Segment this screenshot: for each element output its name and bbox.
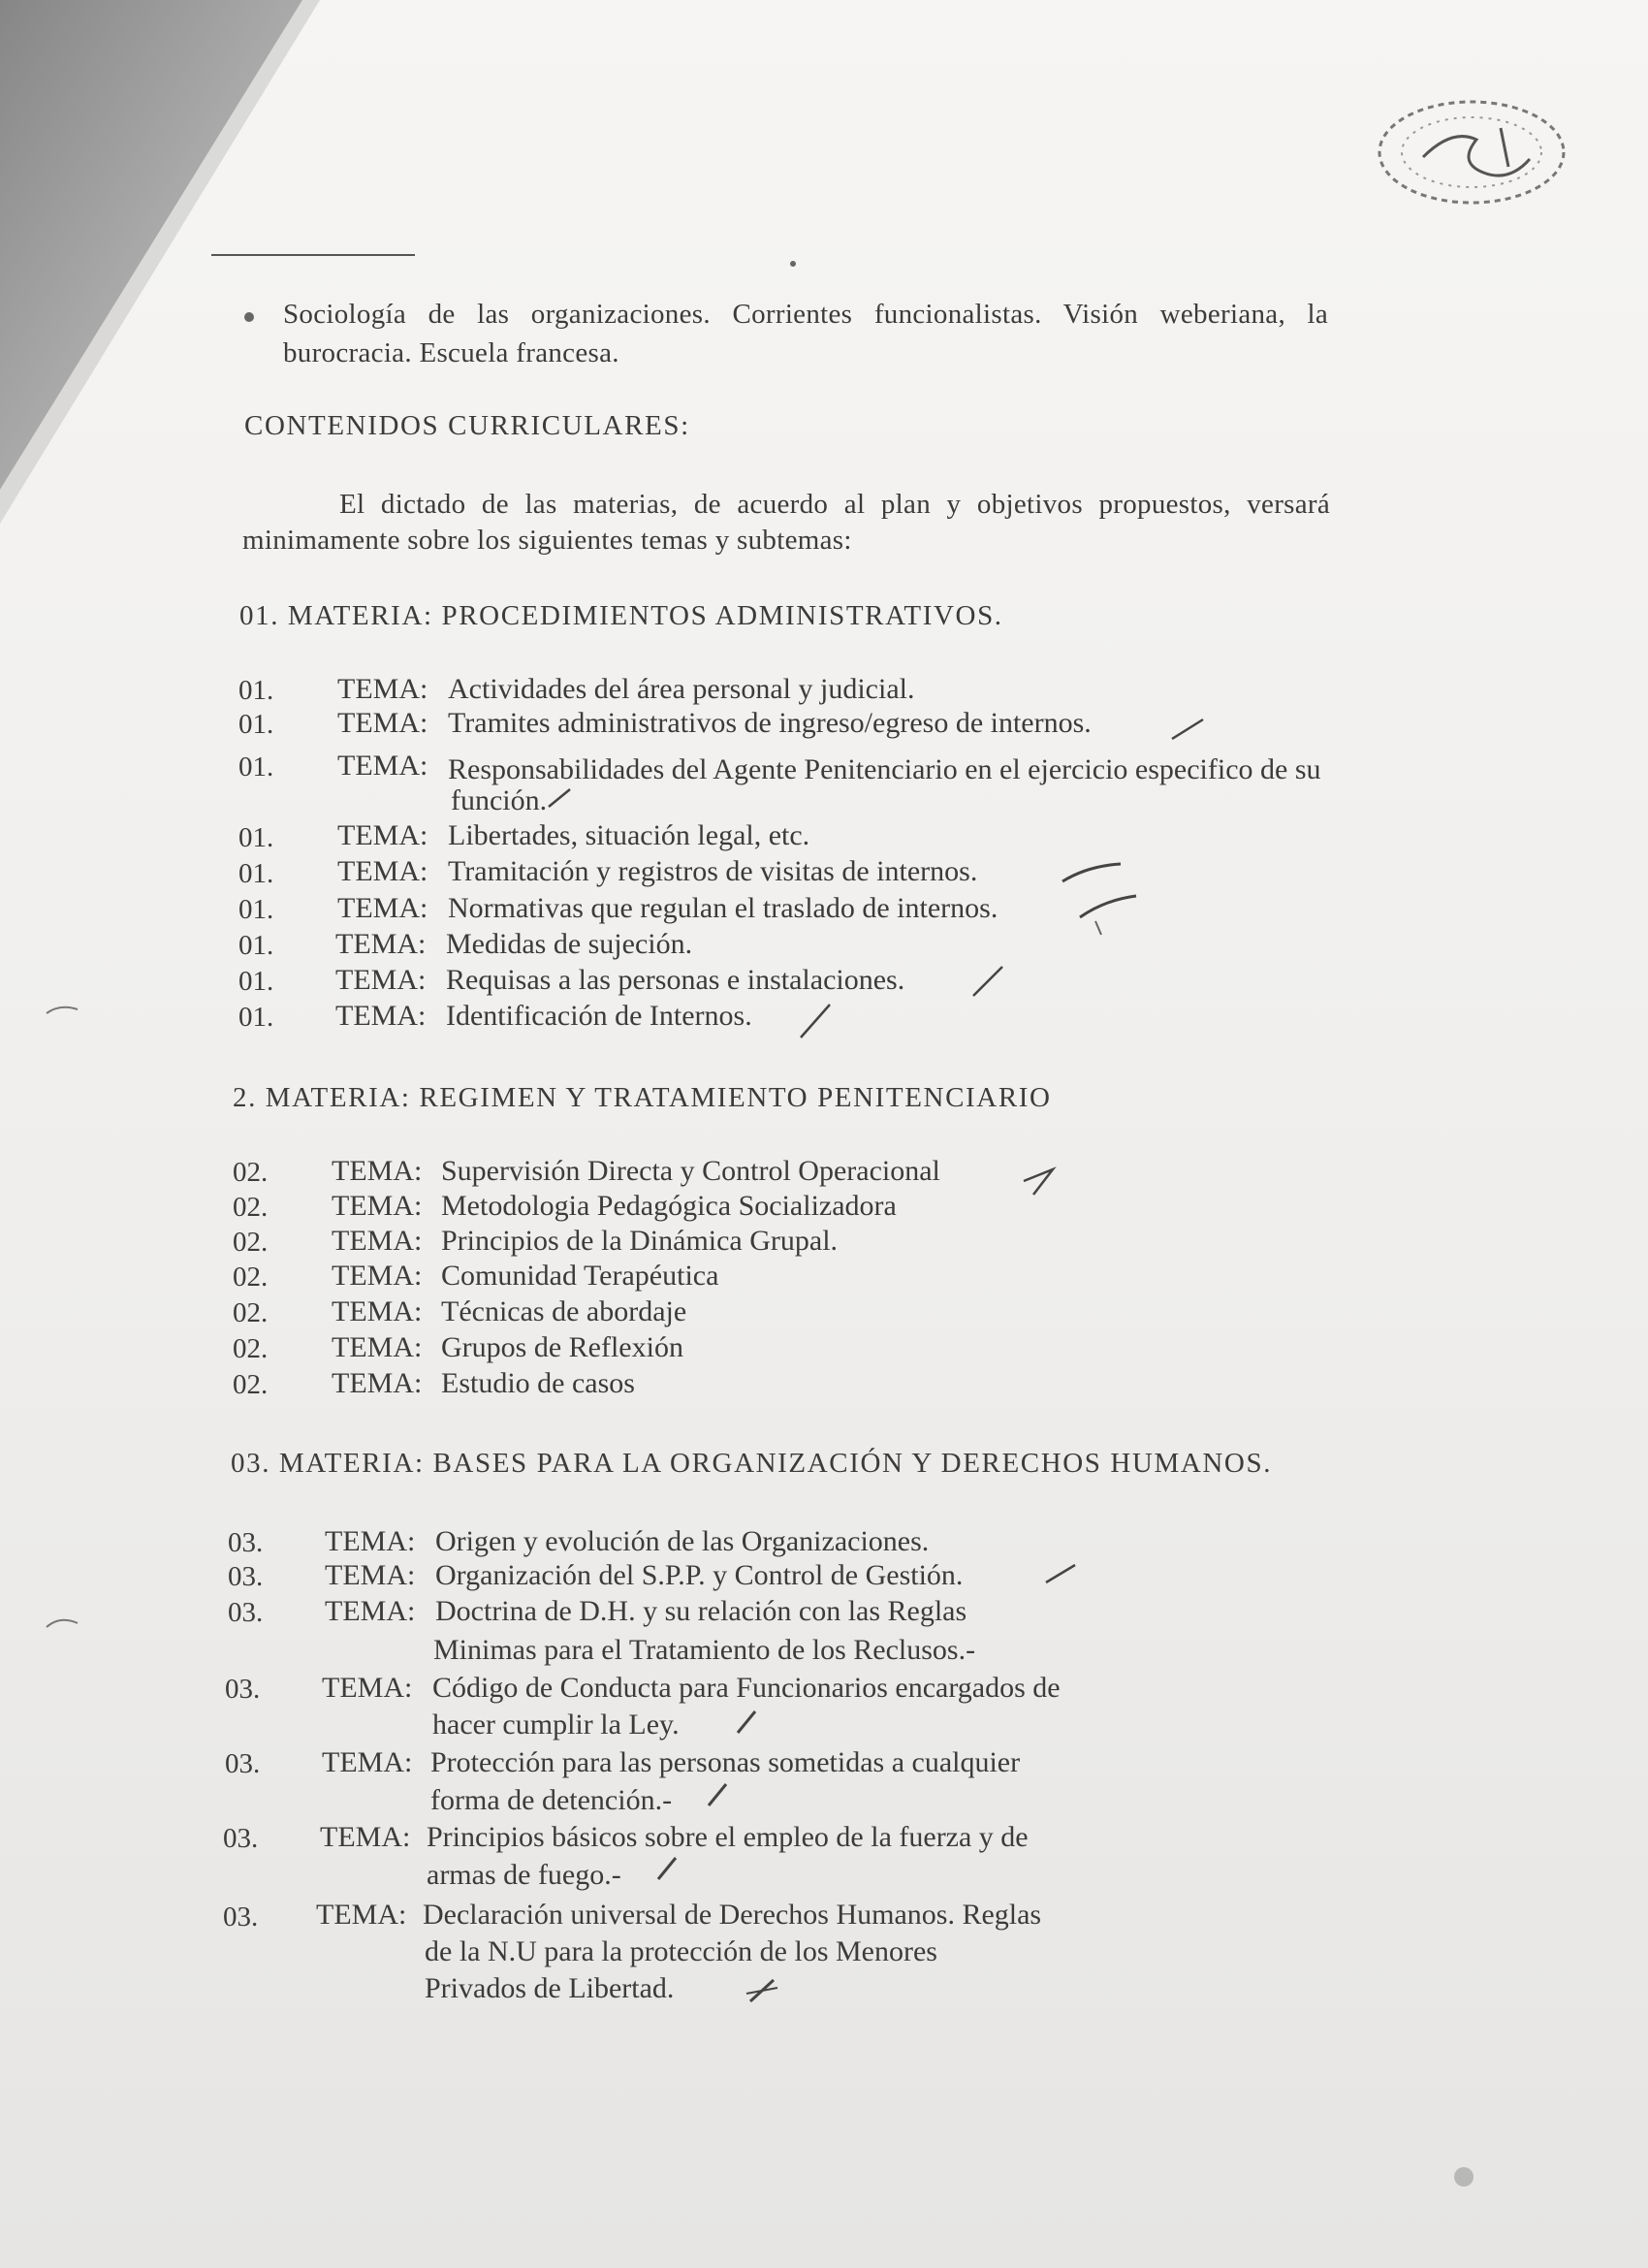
handwritten-check-mark-icon [1168,716,1207,745]
tema-text: Requisas a las personas e instalaciones. [446,964,905,996]
tema-label: TEMA: [337,707,428,739]
tema-number: 01. [238,675,274,706]
tema-text-continued: de la N.U para la protección de los Menores [425,1935,937,1967]
intro-paragraph-line-2: minimamente sobre los siguientes temas y subtemas: [242,525,852,556]
tema-label: TEMA: [332,1295,423,1327]
tema-text-continued: hacer cumplir la Ley. [432,1709,680,1741]
handwritten-check-mark-icon [745,1974,779,2007]
handwritten-check-mark-icon [1059,858,1126,887]
tema-text: Actividades del área personal y judicial. [448,673,915,705]
tema-label: TEMA: [332,1155,423,1187]
tema-number: 03. [223,1823,259,1854]
tema-number: 02. [233,1297,269,1328]
tema-label: TEMA: [325,1559,416,1591]
handwritten-check-mark-icon [797,1001,836,1043]
tema-label: TEMA: [332,1225,423,1257]
handwritten-check-mark-icon [545,783,574,813]
tema-text: Metodologia Pedagógica Socializadora [441,1190,897,1222]
tema-label: TEMA: [337,673,428,705]
tema-number: 01. [238,930,274,961]
tema-number: 01. [238,751,274,783]
bullet-point-icon [244,312,254,322]
tema-label: TEMA: [332,1190,423,1222]
tema-number: 03. [225,1674,261,1705]
intro-paragraph-line-1: El dictado de las materias, de acuerdo al plan y objetivos propuestos, versará [339,489,1331,520]
tema-label: TEMA: [325,1595,416,1627]
tema-label: TEMA: [337,892,428,924]
tema-number: 03. [228,1527,264,1558]
tema-text: Doctrina de D.H. y su relación con las Reglas [435,1595,967,1627]
tema-number: 03. [228,1561,264,1592]
tema-label: TEMA: [325,1525,416,1557]
tema-label: TEMA: [335,1000,427,1032]
contenidos-heading: CONTENIDOS CURRICULARES: [244,410,690,441]
tema-text: Declaración universal de Derechos Humanos. Reglas [423,1899,1042,1931]
tema-text: Normativas que regulan el traslado de internos. [448,892,998,924]
tema-text: Identificación de Internos. [446,1000,752,1032]
handwritten-check-mark-icon [1042,1559,1081,1588]
tema-label: TEMA: [322,1746,413,1778]
top-rule-divider [211,254,415,256]
tema-text: Comunidad Terapéutica [441,1260,719,1292]
tema-text-continued: forma de detención.- [430,1784,673,1816]
tema-number: 01. [238,966,274,997]
materia-02-title: 2. MATERIA: REGIMEN Y TRATAMIENTO PENITENCIARIO [233,1082,1052,1113]
tema-text: Protección para las personas sometidas a cualquier [430,1746,1021,1778]
handwritten-check-mark-icon [732,1706,761,1739]
tema-text: Medidas de sujeción. [446,928,693,960]
tema-text: Origen y evolución de las Organizaciones. [435,1525,930,1557]
tema-number: 02. [233,1192,269,1223]
tema-number: 01. [238,709,274,740]
tema-label: TEMA: [322,1672,413,1704]
tema-label: TEMA: [320,1821,411,1853]
tema-label: TEMA: [316,1899,407,1931]
tema-number: 03. [223,1901,259,1933]
tema-number: 03. [228,1597,264,1628]
tema-label: TEMA: [335,928,427,960]
intro-bullet-line-1: Sociología de las organizaciones. Corrientes funcionalistas. Visión weberiana, la [283,299,1329,330]
materia-03-title: 03. MATERIA: BASES PARA LA ORGANIZACIÓN Y DERECHOS HUMANOS. [231,1448,1273,1479]
tema-label: TEMA: [337,819,428,851]
tema-text: Grupos de Reflexión [441,1331,683,1363]
tema-label: TEMA: [337,855,428,887]
tema-label: TEMA: [332,1367,423,1399]
materia-01-title: 01. MATERIA: PROCEDIMIENTOS ADMINISTRATIVOS. [239,600,1003,631]
tema-text: Organización del S.P.P. y Control de Gestión. [435,1559,964,1591]
tema-text: Tramites administrativos de ingreso/egreso de internos. [448,707,1092,739]
tema-number: 01. [238,858,274,889]
tema-number: 03. [225,1748,261,1779]
circular-seal-stamp-icon [1365,89,1578,215]
tema-text: Principios de la Dinámica Grupal. [441,1225,839,1257]
handwritten-check-mark-icon [1076,892,1144,941]
tema-number: 02. [233,1227,269,1258]
tema-number: 01. [238,894,274,925]
tema-text: Estudio de casos [441,1367,635,1399]
tema-text: Código de Conducta para Funcionarios encargados de [432,1672,1061,1704]
tema-text: Supervisión Directa y Control Operacional [441,1155,940,1187]
tema-text: Responsabilidades del Agente Penitenciario en el ejercicio especifico de su [448,753,1321,785]
tema-number: 02. [233,1157,269,1188]
tema-text: Principios básicos sobre el empleo de la fuerza y de [427,1821,1029,1853]
tema-label: TEMA: [332,1331,423,1363]
tema-label: TEMA: [337,750,428,782]
tema-text-continued: Minimas para el Tratamiento de los Reclusos.- [433,1634,976,1666]
tema-label: TEMA: [335,964,427,996]
tema-text-continued: Privados de Libertad. [425,1972,675,2004]
tema-text-continued: armas de fuego.- [427,1859,621,1891]
tema-text: Tramitación y registros de visitas de internos. [448,855,978,887]
tema-text-continued: función. [451,784,548,816]
tema-number: 02. [233,1369,269,1400]
tema-text: Técnicas de abordaje [441,1295,687,1327]
tema-number: 02. [233,1333,269,1364]
handwritten-check-mark-icon [1020,1162,1059,1200]
tema-number: 02. [233,1262,269,1293]
intro-bullet-line-2: burocracia. Escuela francesa. [283,337,619,368]
tema-number: 01. [238,822,274,853]
handwritten-check-mark-icon [703,1778,732,1811]
tema-text: Libertades, situación legal, etc. [448,819,810,851]
handwritten-check-mark-icon [652,1852,681,1885]
tema-number: 01. [238,1002,274,1033]
handwritten-check-mark-icon [969,963,1008,1002]
tema-label: TEMA: [332,1260,423,1292]
